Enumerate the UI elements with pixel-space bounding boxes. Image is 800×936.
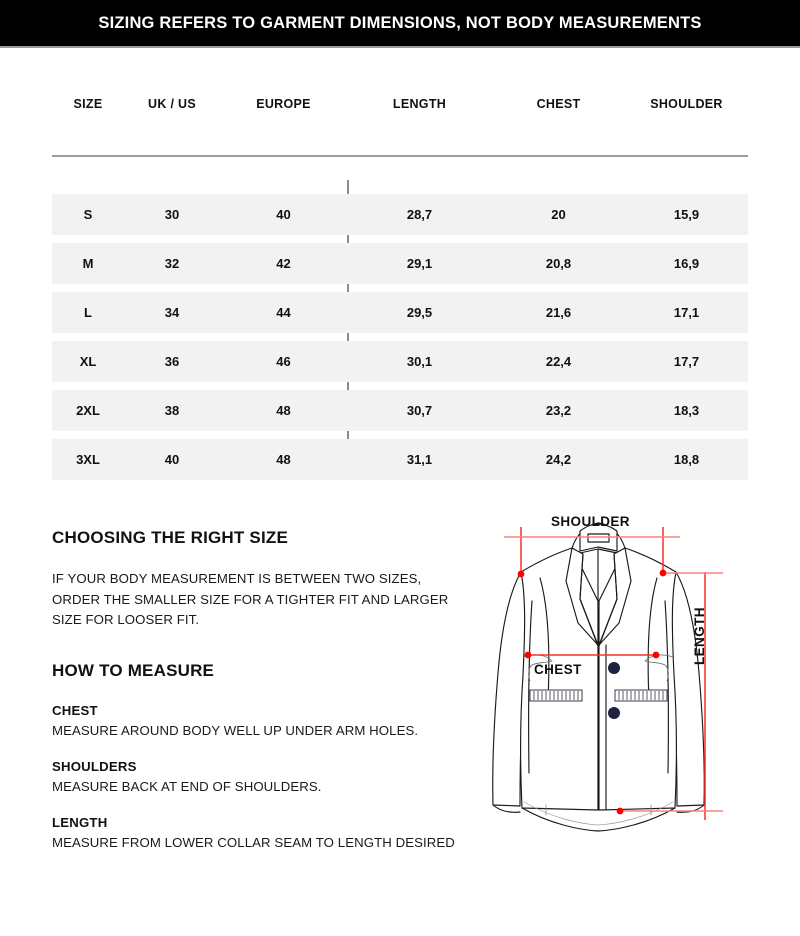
column-header-shoulder: SHOULDER [650, 97, 723, 111]
cell-shoulder: 17,7 [673, 354, 700, 369]
cell-chest: 22,4 [545, 354, 572, 369]
cell-uk-us: 32 [164, 256, 180, 271]
choosing-size-body: IF YOUR BODY MEASUREMENT IS BETWEEN TWO SIZES, ORDER THE SMALLER SIZE FOR A TIGHTER FIT AND LARGER SIZE FOR LOOSER FIT. [52, 571, 449, 627]
measure-label: SHOULDERS [52, 758, 137, 774]
measure-description: MEASURE AROUND BODY WELL UP UNDER ARM HOLES. [52, 722, 419, 738]
cell-length: 30,7 [406, 403, 433, 418]
jacket-illustration-svg [480, 505, 800, 845]
header-banner [0, 0, 800, 48]
cell-uk-us: 36 [164, 354, 180, 369]
cell-europe: 40 [276, 207, 291, 222]
cell-length: 29,5 [406, 305, 433, 320]
cell-shoulder: 18,3 [673, 403, 700, 418]
cell-chest: 20,8 [545, 256, 572, 271]
measure-item-chest [52, 703, 472, 740]
jacket-diagram [480, 505, 800, 845]
table-row [52, 439, 748, 480]
cell-size: 2XL [76, 403, 100, 418]
cell-size: S [83, 207, 93, 222]
cell-size: 3XL [76, 452, 100, 467]
guidance-column [52, 528, 472, 871]
cell-chest: 24,2 [545, 452, 572, 467]
cell-length: 31,1 [406, 452, 433, 467]
cell-chest: 20 [551, 207, 566, 222]
cell-europe: 44 [276, 305, 291, 320]
measure-description: MEASURE BACK AT END OF SHOULDERS. [52, 778, 322, 794]
cell-shoulder: 18,8 [673, 452, 700, 467]
cell-shoulder: 15,9 [673, 207, 700, 222]
measure-description: MEASURE FROM LOWER COLLAR SEAM TO LENGTH DESIRED [52, 834, 455, 850]
diagram-label-length: LENGTH [692, 607, 707, 665]
cell-shoulder: 16,9 [673, 256, 700, 271]
cell-uk-us: 40 [164, 452, 180, 467]
pocket-flap-right [615, 690, 667, 701]
cell-europe: 48 [276, 403, 291, 418]
table-body [52, 194, 748, 488]
header-rule [52, 155, 748, 157]
cell-europe: 46 [276, 354, 291, 369]
pocket-flap-left [530, 690, 582, 701]
cell-length: 28,7 [406, 207, 433, 222]
cell-europe: 48 [276, 452, 291, 467]
table-header-row [52, 80, 748, 128]
cell-shoulder: 17,1 [673, 305, 700, 320]
how-to-measure-heading: HOW TO MEASURE [52, 660, 215, 680]
column-header-size: SIZE [73, 97, 103, 111]
button-upper [608, 662, 620, 674]
cell-size: L [84, 305, 92, 320]
cell-uk-us: 38 [164, 403, 180, 418]
cell-size: M [82, 256, 94, 271]
cell-uk-us: 30 [164, 207, 180, 222]
table-row [52, 292, 748, 333]
cell-length: 29,1 [406, 256, 433, 271]
size-table [52, 80, 748, 128]
measure-label: CHEST [52, 702, 98, 718]
banner-title: SIZING REFERS TO GARMENT DIMENSIONS, NOT BODY MEASUREMENTS [98, 13, 702, 32]
choosing-size-heading: CHOOSING THE RIGHT SIZE [52, 528, 289, 547]
table-row [52, 341, 748, 382]
measure-label: LENGTH [52, 814, 108, 830]
button-lower [608, 707, 620, 719]
column-header-chest: CHEST [536, 97, 581, 111]
table-row [52, 390, 748, 431]
cell-uk-us: 34 [164, 305, 180, 320]
measure-item-length [52, 815, 472, 852]
diagram-label-chest: CHEST [534, 662, 582, 677]
table-row [52, 243, 748, 284]
column-header-uk-us: UK / US [148, 97, 196, 111]
cell-chest: 21,6 [545, 305, 572, 320]
cell-chest: 23,2 [545, 403, 572, 418]
column-header-length: LENGTH [392, 97, 447, 111]
cell-europe: 42 [276, 256, 291, 271]
cell-size: XL [79, 354, 97, 369]
cell-length: 30,1 [406, 354, 433, 369]
column-header-europe: EUROPE [256, 97, 311, 111]
diagram-label-shoulder: SHOULDER [551, 514, 630, 529]
measure-item-shoulders [52, 759, 472, 796]
table-row [52, 194, 748, 235]
